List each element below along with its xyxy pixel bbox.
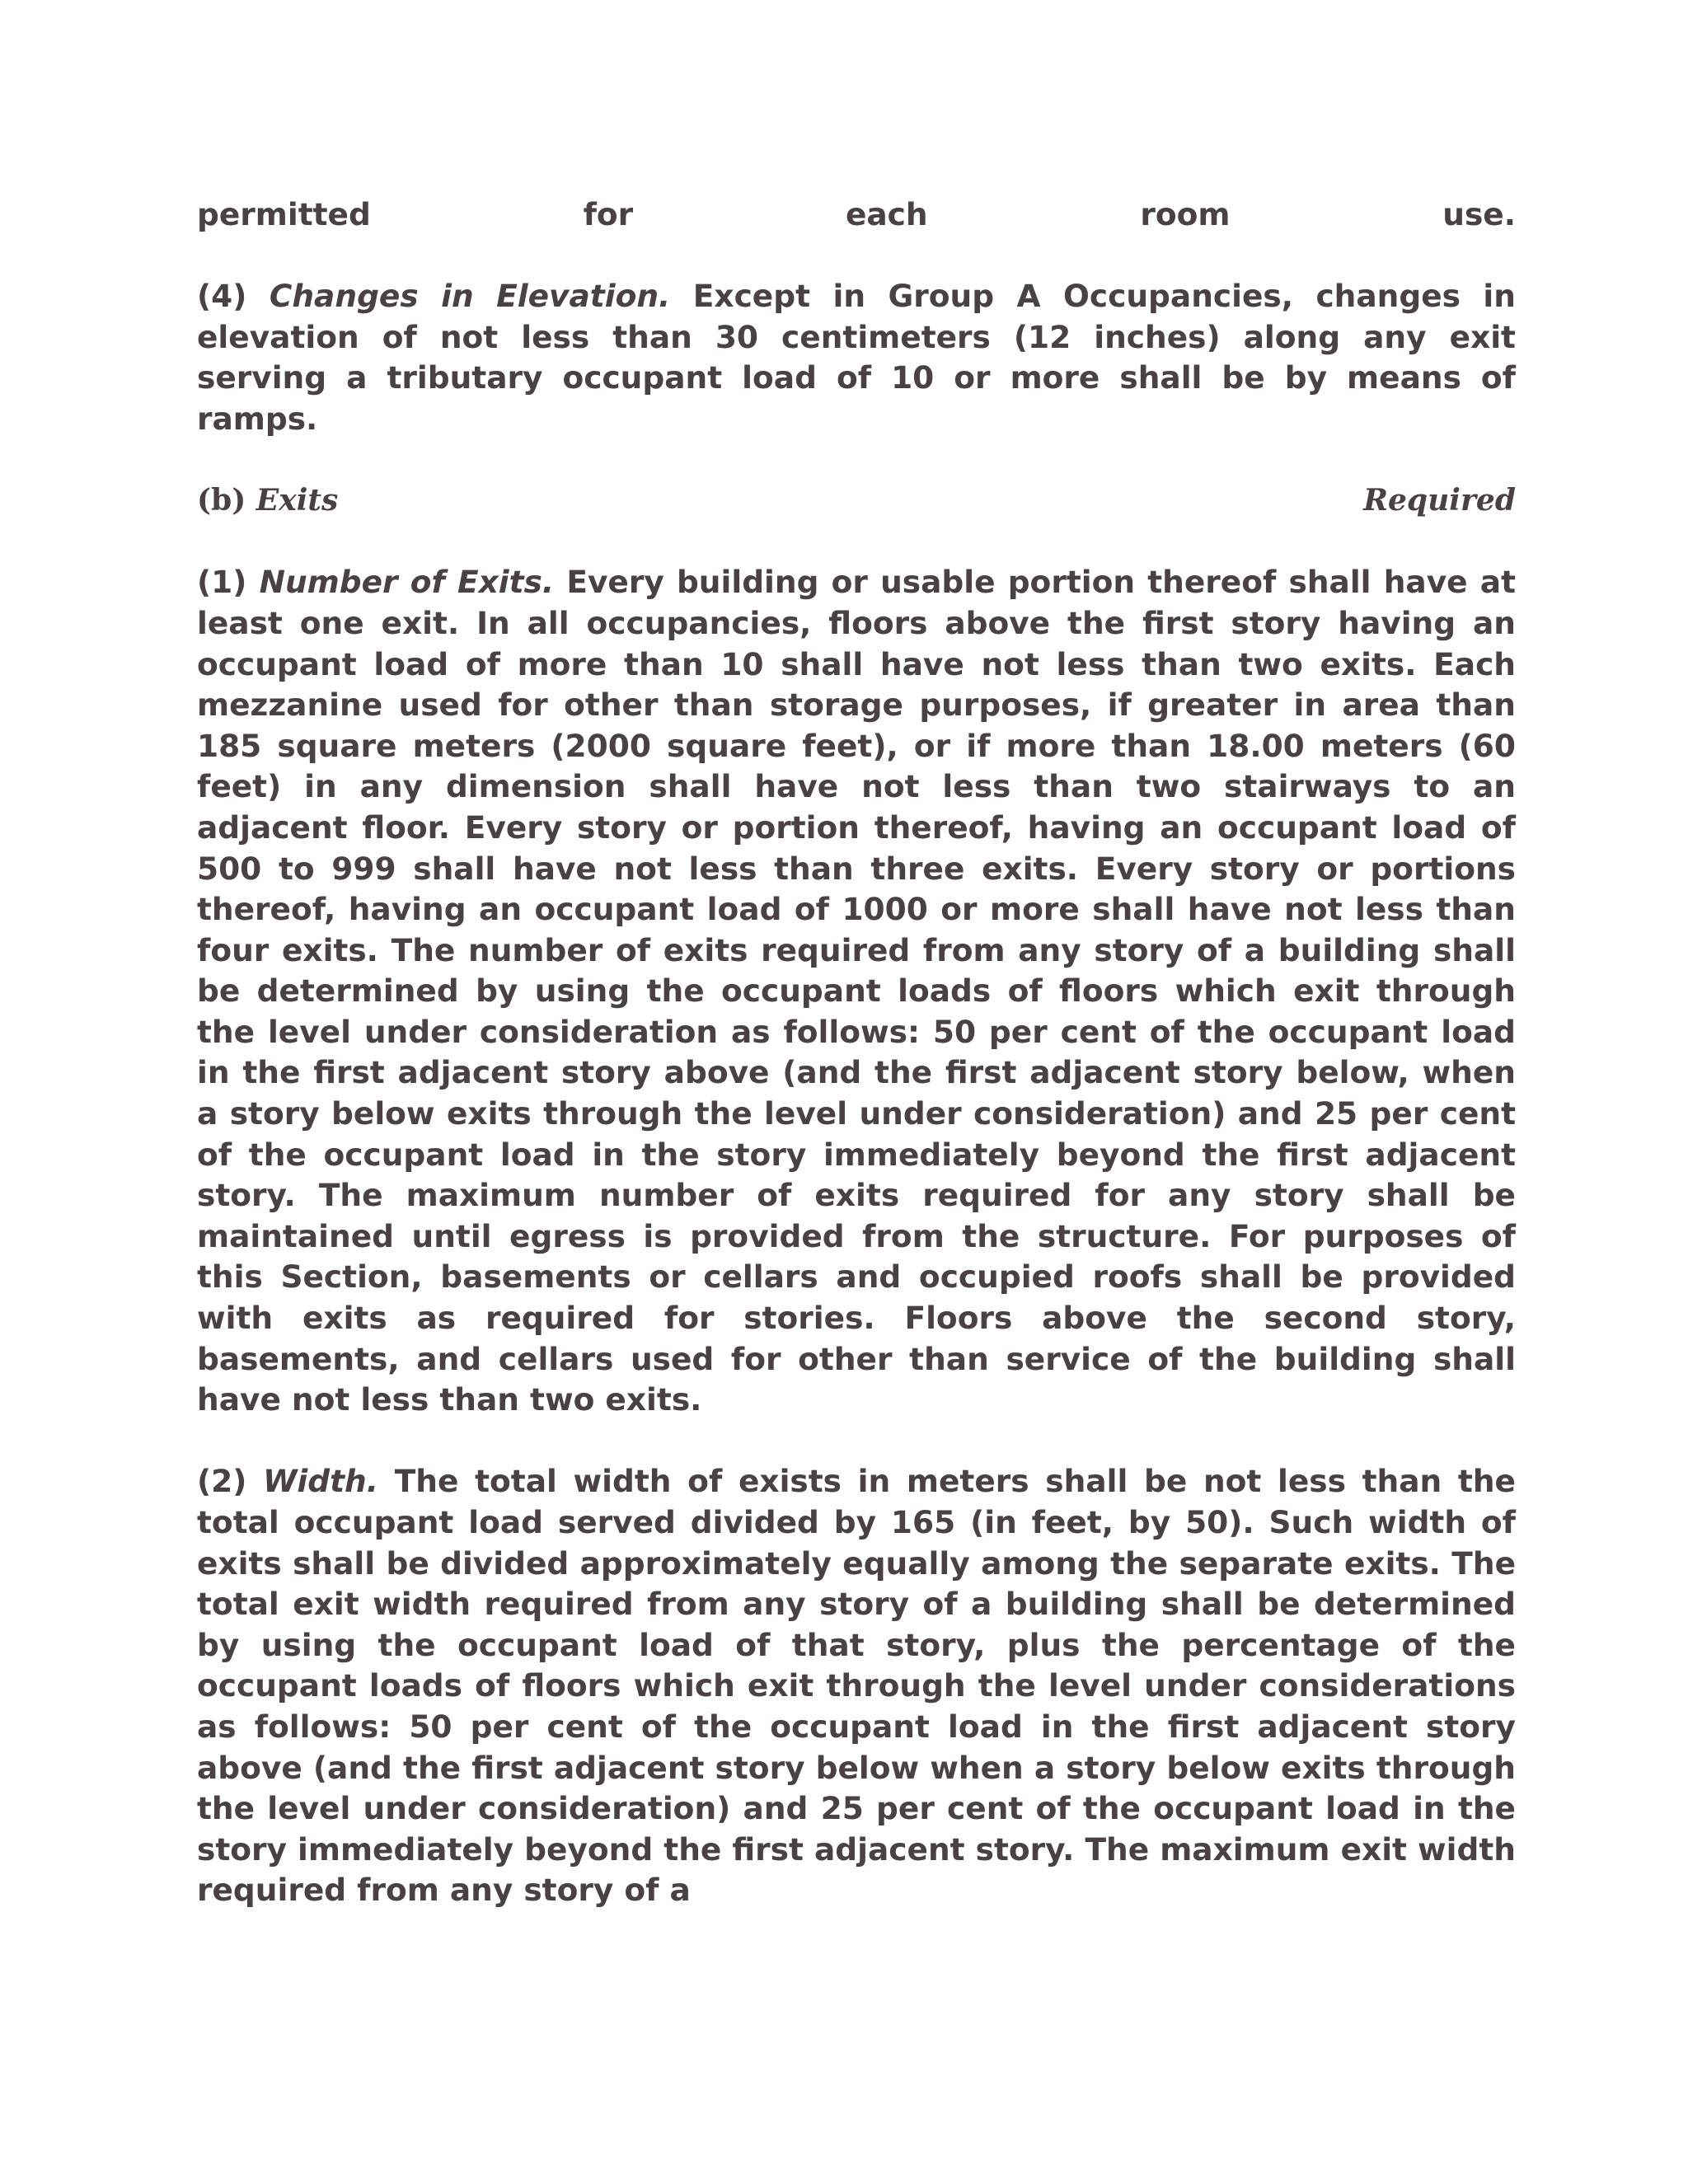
paragraph-width: [197, 1461, 1516, 1911]
section-heading-exits-required: [197, 480, 1516, 522]
paragraph-gap: [197, 236, 1516, 277]
paragraph-changes-in-elevation: [197, 276, 1516, 439]
word-permitted: permitted: [197, 196, 371, 232]
heading-title: Exits: [256, 483, 339, 518]
paragraph-number-of-exits: [197, 562, 1516, 1420]
continued-line: [197, 194, 1516, 236]
word-room: room: [1140, 196, 1231, 232]
paragraph-body: Every building or usable portion thereof shall have at least one exit. In all occupancies, floors above the first story having an occupant load of more than 10 shall have not less than two exits. Each mezzanine used for other than storage purposes, if greater in area than 185 square meters (2000 square feet), or if more than 18.00 meters (60 feet) in any dimension shall have not less than two stairways to an adjacent floor. Every story or portion thereof, having an occupant load of 500 to 999 shall have not less than three exits. Every story or portions thereof, having an occupant load of 1000 or more shall have not less than four exits. The number of exits required from any story of a building shall be determined by using the occupant loads of floors which exit through the level under consideration as follows: 50 per cent of the occupant load in the first adjacent story above (and the first adjacent story below, when a story below exits through the level under consideration) and 25 per cent of the occupant load in the story immediately beyond the first adjacent story. The maximum number of exits required for any story shall be maintained until egress is provided from the structure. For purposes of this Section, basements or cellars and occupied roofs shall be provided with exits as required for stories. Floors above the second story, basements, and cellars used for other than service of the building shall have not less than two exits.: [197, 564, 1517, 1418]
paragraph-gap: [197, 1421, 1516, 1462]
word-each: each: [845, 196, 928, 232]
word-for: for: [583, 196, 634, 232]
paragraph-title: Changes in Elevation.: [269, 278, 671, 315]
heading-number: (b): [197, 483, 246, 518]
paragraph-title: Width.: [263, 1463, 378, 1500]
paragraph-body: The total width of exists in meters shall be not less than the total occupant load served divided by 165 (in feet, by 50). Such width of exits shall be divided approximately equally among the separate exits. The total exit width required from any story of a building shall be determined by using the occupant load of that story, plus the percentage of the occupant loads of floors which exit through the level under considerations as follows: 50 per cent of the occupant load in the first adjacent story above (and the first adjacent story below when a story below exits through the level under consideration) and 25 per cent of the occupant load in the story immediately beyond the first adjacent story. The maximum exit width required from any story of a: [197, 1463, 1516, 1909]
heading-right: Required: [1363, 483, 1516, 518]
paragraph-gap: [197, 522, 1516, 563]
word-use: use.: [1442, 196, 1516, 232]
paragraph-number: (4): [197, 278, 247, 315]
paragraph-gap: [197, 440, 1516, 481]
heading-left: [197, 480, 338, 522]
paragraph-body: Except in Group A Occupancies, changes in elevation of not less than 30 centimeters (12 inches) along any exit serving a tributary occupant load of 10 or more shall be by means of ramps.: [197, 278, 1516, 437]
document-page: [197, 194, 1516, 1911]
paragraph-title: Number of Exits.: [259, 564, 555, 601]
paragraph-number: (2): [197, 1463, 247, 1500]
paragraph-number: (1): [197, 564, 247, 601]
